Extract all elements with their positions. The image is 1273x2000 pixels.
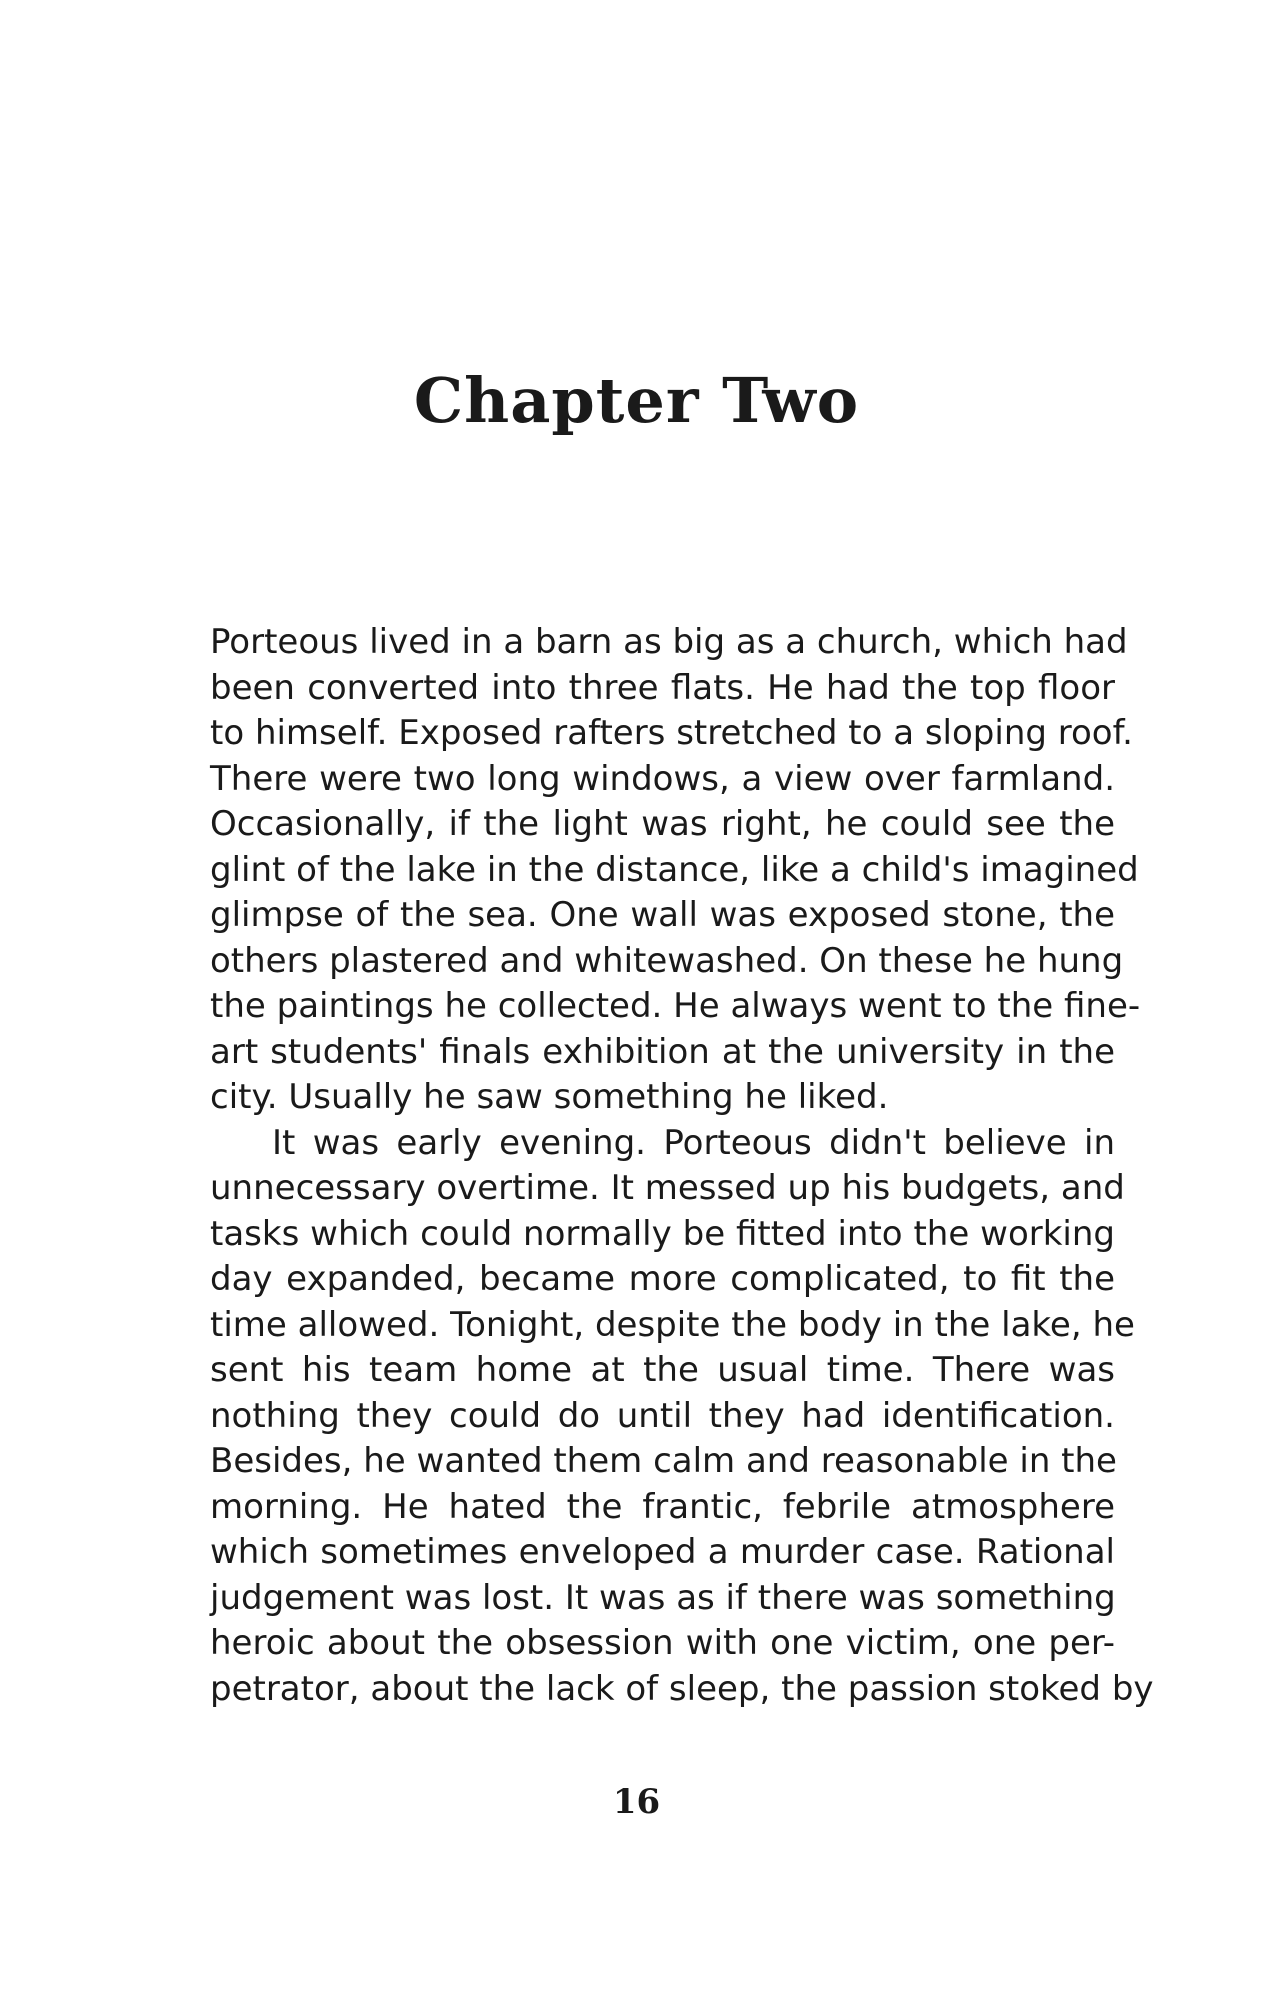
chapter-title: Chapter Two — [413, 364, 860, 437]
text-line: others plastered and whitewashed. On these he hung — [210, 940, 1124, 981]
text-line: heroic about the obsession with one victim, one per- — [210, 1623, 1115, 1663]
text-line: Porteous lived in a barn as big as a church, which had — [210, 622, 1128, 662]
text-line: to himself. Exposed rafters stretched to a sloping roof. — [210, 713, 1133, 753]
text-line: which sometimes enveloped a murder case. Rational — [210, 1532, 1115, 1572]
text-line: city. Usually he saw something he liked. — [210, 1077, 889, 1117]
text-line: Occasionally, if the light was right, he could see the — [210, 804, 1115, 844]
text-line: day expanded, became more complicated, to fit the — [210, 1259, 1115, 1299]
text-line: glint of the lake in the distance, like a child's imagined — [210, 849, 1139, 890]
text-line: morning. He hated the frantic, febrile atmosphere — [210, 1486, 1115, 1527]
text-line: time allowed. Tonight, despite the body in the lake, he — [210, 1304, 1135, 1345]
text-line: petrator, about the lack of sleep, the passion stoked by — [210, 1668, 1154, 1709]
text-line: the paintings he collected. He always went to the fine- — [210, 986, 1141, 1026]
text-line: been converted into three flats. He had the top floor — [210, 667, 1115, 708]
text-line: Besides, he wanted them calm and reasonable in the — [210, 1441, 1117, 1481]
text-line: judgement was lost. It was as if there was something — [210, 1577, 1116, 1618]
page-number: 16 — [612, 1782, 661, 1822]
text-line: There were two long windows, a view over farmland. — [210, 758, 1115, 799]
body-text — [210, 620, 1154, 1712]
text-line: sent his team home at the usual time. There was — [210, 1350, 1115, 1390]
text-line: art students' finals exhibition at the university in the — [210, 1031, 1115, 1072]
text-line: It was early evening. Porteous didn't believe in — [272, 1122, 1115, 1163]
text-line: nothing they could do until they had identification. — [210, 1395, 1115, 1436]
text-line: tasks which could normally be fitted into the working — [210, 1213, 1115, 1254]
text-line: unnecessary overtime. It messed up his budgets, and — [210, 1168, 1125, 1208]
text-line: glimpse of the sea. One wall was exposed stone, the — [210, 895, 1115, 935]
